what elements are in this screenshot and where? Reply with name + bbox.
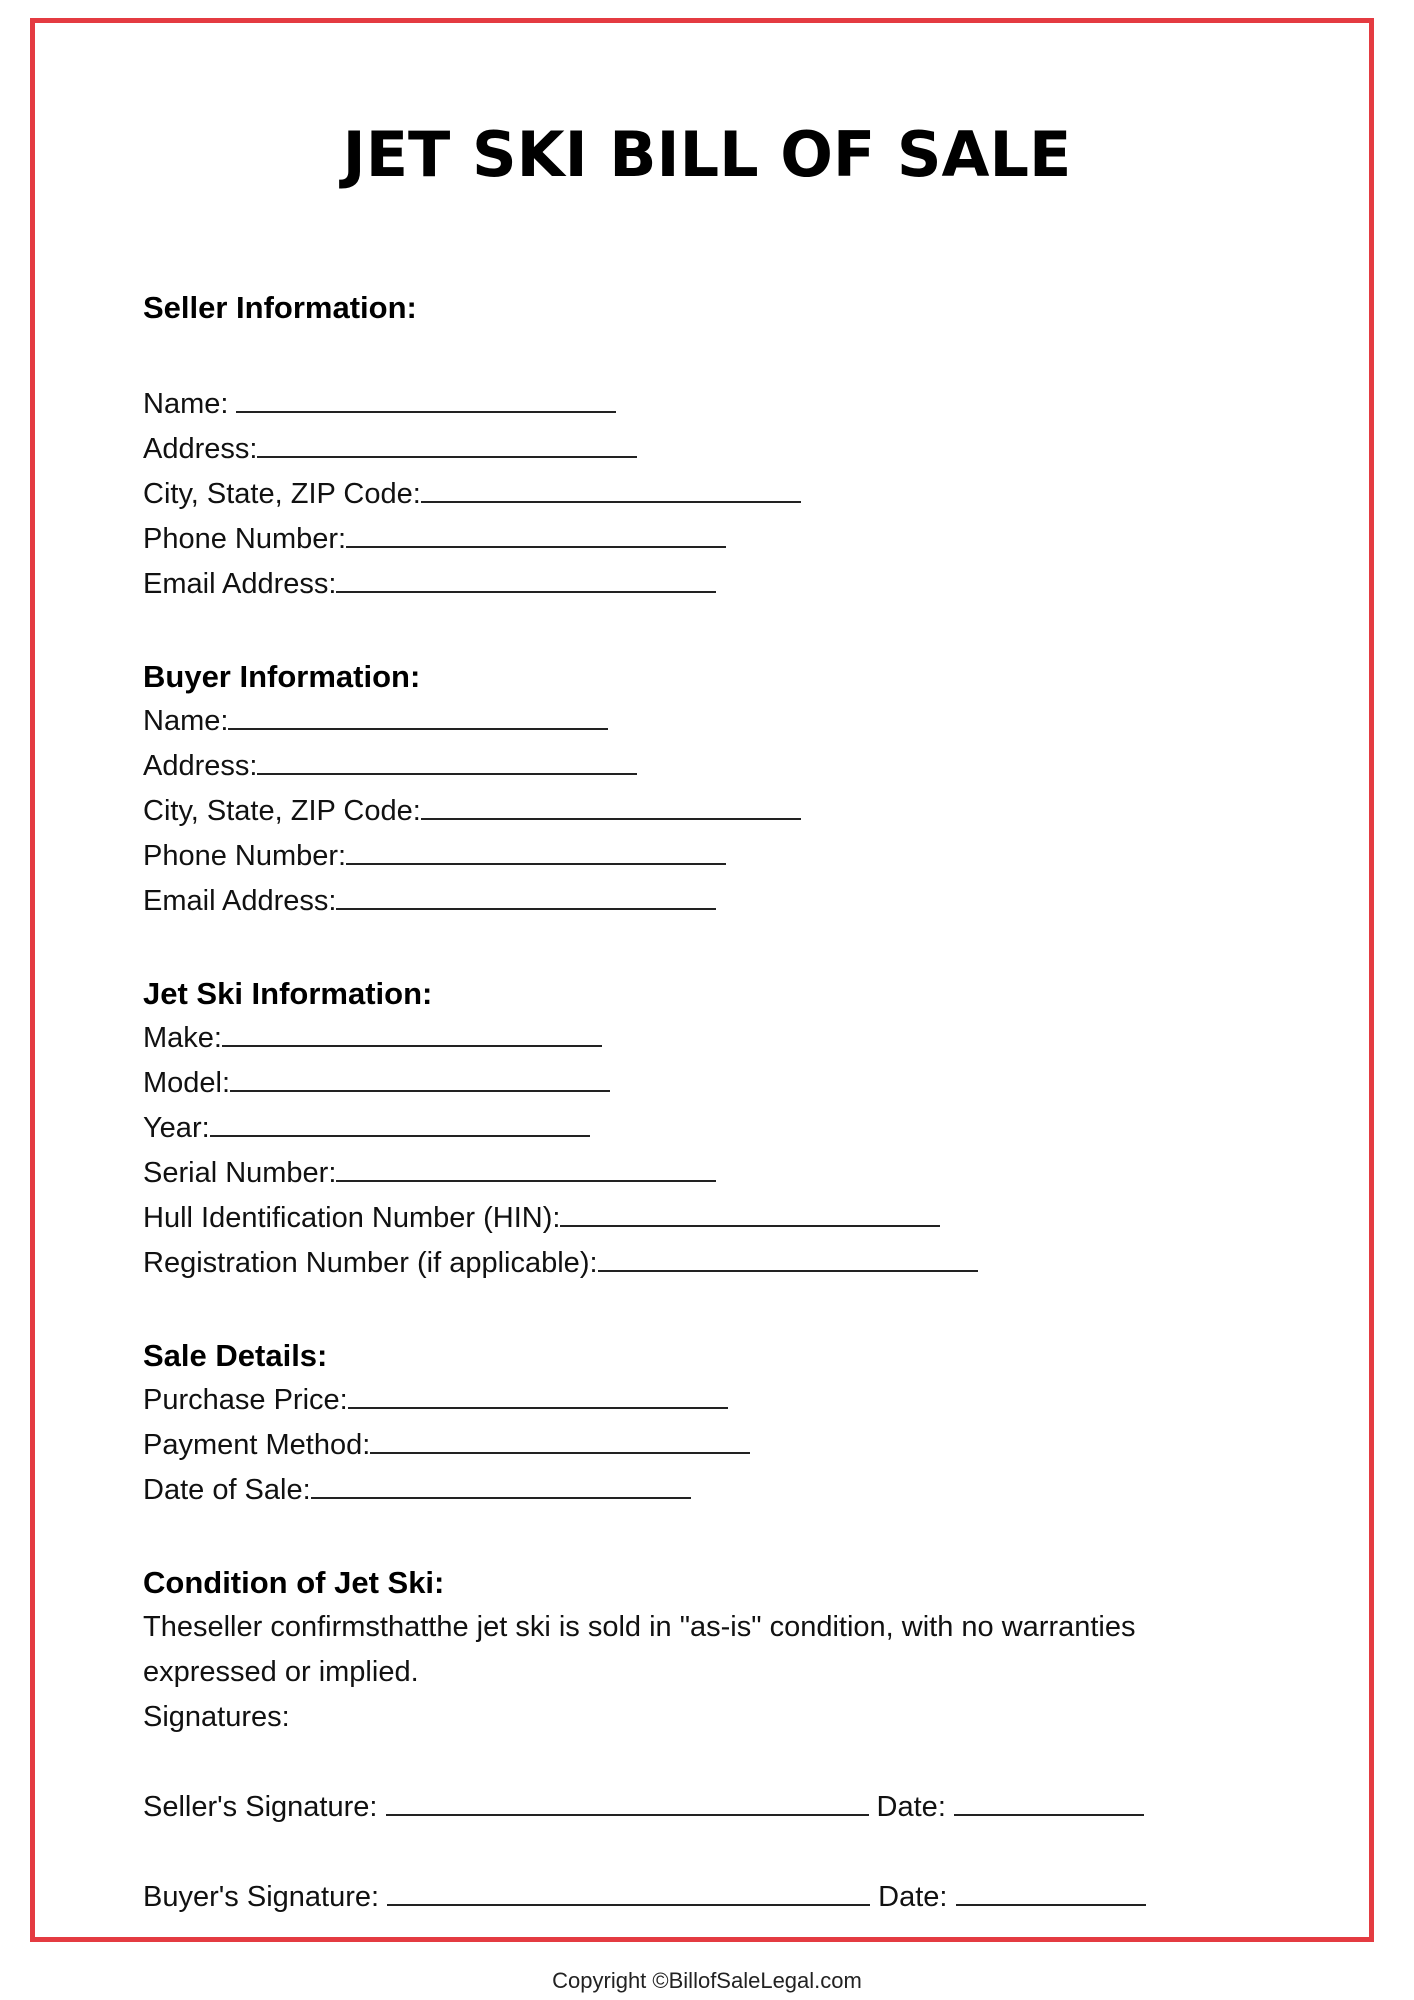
- seller-address-label: Address:: [143, 433, 258, 465]
- sale-heading: Sale Details:: [143, 1338, 328, 1373]
- model-blank[interactable]: [230, 1062, 610, 1092]
- buyer-city-field[interactable]: [143, 789, 1293, 834]
- seller-city-blank[interactable]: [421, 473, 801, 503]
- hin-field[interactable]: [143, 1196, 1293, 1241]
- serial-blank[interactable]: [336, 1152, 716, 1182]
- make-label: Make:: [143, 1022, 222, 1054]
- seller-date-label: Date:: [868, 1791, 954, 1823]
- model-field[interactable]: [143, 1061, 1293, 1106]
- payment-blank[interactable]: [370, 1424, 750, 1454]
- make-blank[interactable]: [222, 1017, 602, 1047]
- seller-email-label: Email Address:: [143, 568, 337, 600]
- hin-blank[interactable]: [560, 1197, 940, 1227]
- document-title: JET SKI BILL OF SALE: [342, 118, 1072, 191]
- sale-date-label: Date of Sale:: [143, 1474, 311, 1506]
- copyright-footer: Copyright ©BillofSaleLegal.com: [552, 1968, 862, 1993]
- seller-address-blank[interactable]: [257, 428, 637, 458]
- hin-label: Hull Identification Number (HIN):: [143, 1202, 561, 1234]
- buyer-name-label: Name:: [143, 705, 229, 737]
- sale-date-field[interactable]: [143, 1468, 1293, 1513]
- form-body: [143, 285, 1293, 1920]
- seller-signature-row[interactable]: [143, 1785, 1293, 1830]
- seller-email-field[interactable]: [143, 562, 1293, 607]
- seller-phone-field[interactable]: [143, 517, 1293, 562]
- buyer-name-field[interactable]: [143, 699, 1293, 744]
- buyer-address-field[interactable]: [143, 744, 1293, 789]
- model-label: Model:: [143, 1067, 231, 1099]
- seller-city-field[interactable]: [143, 472, 1293, 517]
- payment-field[interactable]: [143, 1423, 1293, 1468]
- buyer-date-blank[interactable]: [956, 1876, 1146, 1906]
- buyer-email-field[interactable]: [143, 879, 1293, 924]
- seller-phone-blank[interactable]: [346, 518, 726, 548]
- seller-name-label: Name:: [143, 388, 237, 420]
- buyer-address-label: Address:: [143, 750, 258, 782]
- buyer-phone-label: Phone Number:: [143, 840, 347, 872]
- buyer-city-label: City, State, ZIP Code:: [143, 795, 421, 827]
- seller-name-field[interactable]: [143, 382, 1293, 427]
- price-blank[interactable]: [348, 1379, 728, 1409]
- year-field[interactable]: [143, 1106, 1293, 1151]
- registration-blank[interactable]: [598, 1242, 978, 1272]
- serial-label: Serial Number:: [143, 1157, 337, 1189]
- sale-date-blank[interactable]: [311, 1469, 691, 1499]
- seller-signature-label: Seller's Signature:: [143, 1791, 386, 1823]
- seller-city-label: City, State, ZIP Code:: [143, 478, 421, 510]
- seller-name-blank[interactable]: [236, 383, 616, 413]
- registration-label: Registration Number (if applicable):: [143, 1247, 598, 1279]
- condition-text: Theseller confirmsthatthe jet ski is sold in "as-is" condition, with no warranties expressed or implied.: [143, 1611, 1136, 1688]
- seller-address-field[interactable]: [143, 427, 1293, 472]
- seller-date-blank[interactable]: [954, 1786, 1144, 1816]
- year-blank[interactable]: [210, 1107, 590, 1137]
- price-field[interactable]: [143, 1378, 1293, 1423]
- condition-heading: Condition of Jet Ski:: [143, 1565, 445, 1600]
- price-label: Purchase Price:: [143, 1384, 348, 1416]
- seller-heading: Seller Information:: [143, 290, 417, 325]
- buyer-phone-field[interactable]: [143, 834, 1293, 879]
- buyer-signature-blank[interactable]: [387, 1876, 870, 1906]
- jetski-heading: Jet Ski Information:: [143, 976, 433, 1011]
- buyer-city-blank[interactable]: [421, 790, 801, 820]
- payment-label: Payment Method:: [143, 1429, 371, 1461]
- buyer-address-blank[interactable]: [257, 745, 637, 775]
- seller-phone-label: Phone Number:: [143, 523, 347, 555]
- make-field[interactable]: [143, 1016, 1293, 1061]
- year-label: Year:: [143, 1112, 210, 1144]
- buyer-email-blank[interactable]: [336, 880, 716, 910]
- buyer-heading: Buyer Information:: [143, 659, 421, 694]
- buyer-signature-label: Buyer's Signature:: [143, 1881, 388, 1913]
- seller-email-blank[interactable]: [336, 563, 716, 593]
- registration-field[interactable]: [143, 1241, 1293, 1286]
- buyer-signature-row[interactable]: [143, 1875, 1293, 1920]
- buyer-email-label: Email Address:: [143, 885, 337, 917]
- serial-field[interactable]: [143, 1151, 1293, 1196]
- buyer-date-label: Date:: [870, 1881, 956, 1913]
- seller-signature-blank[interactable]: [386, 1786, 869, 1816]
- signatures-label: Signatures:: [143, 1701, 290, 1733]
- buyer-phone-blank[interactable]: [346, 835, 726, 865]
- buyer-name-blank[interactable]: [228, 700, 608, 730]
